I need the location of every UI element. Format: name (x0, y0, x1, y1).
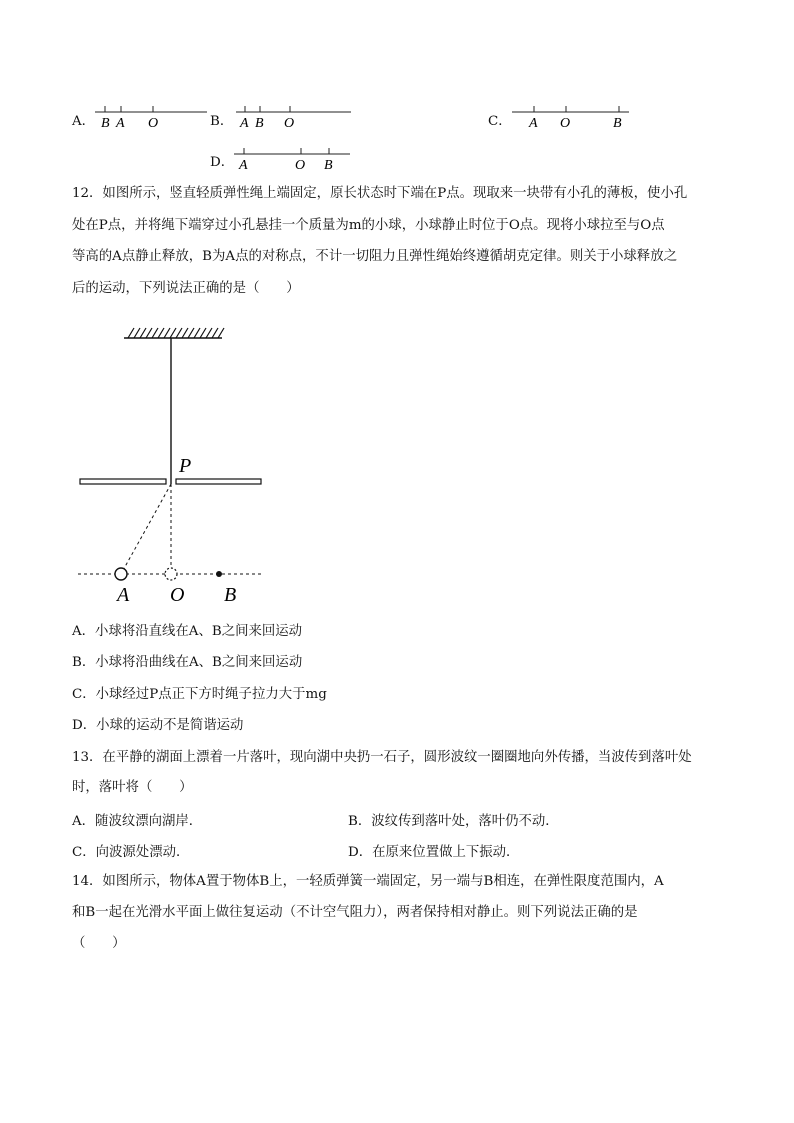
point-label: B (255, 116, 264, 131)
point-label: A (239, 158, 248, 173)
q13-option-c: C．向波源处漂动． (72, 845, 190, 860)
q12-stem-line: 后的运动，下列说法正确的是（ ） (72, 281, 300, 296)
q13-stem-line: 13．在平静的湖面上漂着一片落叶，现向湖中央扔一石子，圆形波纹一圈圈地向外传播，当波传到落叶处 (72, 750, 692, 765)
label-b: B (224, 584, 237, 606)
number-line-c (512, 100, 632, 132)
point-label: O (284, 116, 295, 131)
q12-figure (74, 322, 274, 612)
label-p: P (179, 455, 192, 477)
q12-option-a: A．小球将沿直线在A、B之间来回运动 (72, 624, 303, 639)
point-label: B (101, 116, 110, 131)
point-label: A (529, 116, 538, 131)
ball-at-o (165, 568, 177, 580)
q12-option-d: D．小球的运动不是简谐运动 (72, 718, 244, 733)
plate-right (176, 479, 261, 484)
point-label: A (116, 116, 125, 131)
q13-option-d: D．在原来位置做上下振动． (348, 845, 520, 860)
point-label: O (560, 116, 571, 131)
q13-option-b: B．波纹传到落叶处，落叶仍不动． (348, 814, 559, 829)
option-label: B． (210, 114, 234, 129)
option-label: A． (72, 114, 96, 129)
q14-stem-line: 和B一起在光滑水平面上做往复运动（不计空气阻力），两者保持相对静止。则下列说法正确的是 (72, 905, 638, 920)
q14-stem-line: 14．如图所示，物体A置于物体B上，一轻质弹簧一端固定，另一端与B相连，在弹性限度范围内，A (72, 874, 664, 889)
dashed-cord-to-a (121, 484, 171, 574)
point-label: B (613, 116, 622, 131)
point-label: A (240, 116, 249, 131)
q14-stem-line: （ ） (72, 936, 126, 951)
label-a: A (117, 584, 130, 606)
q12-option-b: B．小球将沿曲线在A、B之间来回运动 (72, 655, 303, 670)
point-label: O (295, 158, 306, 173)
label-o: O (170, 584, 185, 606)
option-label: D． (210, 155, 235, 170)
q13-stem-line: 时，落叶将（ ） (72, 780, 193, 795)
ceiling-hatch (128, 328, 224, 338)
q12-stem-line: 等高的A点静止释放，B为A点的对称点，不计一切阻力且弹性绳始终遵循胡克定律。则关于小球释放之 (72, 249, 677, 264)
q12-stem-line: 12．如图所示，竖直轻质弹性绳上端固定，原长状态时下端在P点。现取来一块带有小孔的薄板，使小孔 (72, 186, 688, 201)
number-line-d (234, 142, 354, 174)
plate-left (80, 479, 166, 484)
ball-at-a (115, 568, 127, 580)
number-line-b (236, 100, 354, 132)
point-label: O (148, 116, 159, 131)
q12-option-c: C．小球经过P点正下方时绳子拉力大于mg (72, 687, 327, 702)
point-b (216, 571, 222, 577)
option-label: C． (488, 114, 512, 129)
q12-stem-line: 处在P点，并将绳下端穿过小孔悬挂一个质量为m的小球，小球静止时位于O点。现将小球拉至与O点 (72, 218, 665, 233)
number-line-a (95, 100, 210, 132)
q13-option-a: A．随波纹漂向湖岸． (72, 814, 203, 829)
point-label: B (324, 158, 333, 173)
